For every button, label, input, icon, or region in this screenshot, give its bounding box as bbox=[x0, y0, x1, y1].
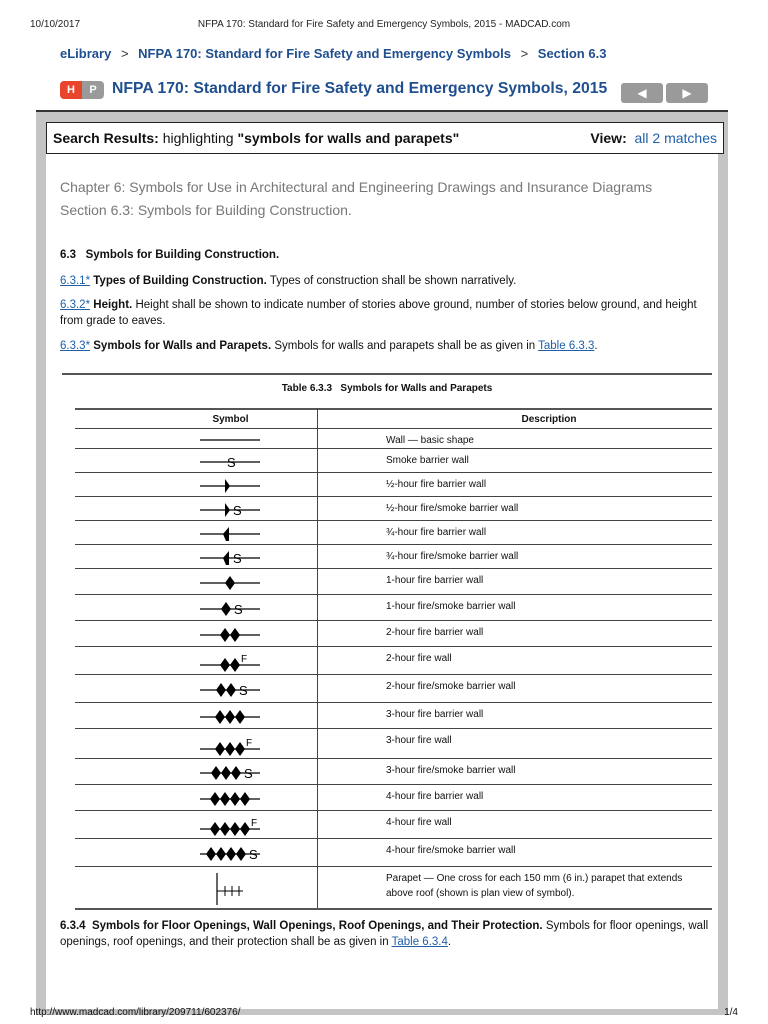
half-hour-mark bbox=[225, 503, 230, 517]
table-row bbox=[75, 428, 712, 448]
row-description: 2-hour fire barrier wall bbox=[386, 627, 484, 638]
table-row bbox=[75, 496, 712, 520]
fire-rating-diamond bbox=[240, 822, 250, 836]
arrow-right-icon: ▶ bbox=[682, 86, 692, 100]
breadcrumb-elibrary[interactable]: eLibrary bbox=[60, 46, 112, 61]
fire-rating-diamond bbox=[230, 628, 240, 642]
wall-symbol-icon bbox=[75, 703, 386, 729]
section-title: Symbols for Walls and Parapets. bbox=[93, 340, 272, 352]
wall-symbol-icon bbox=[75, 429, 386, 449]
table-row bbox=[75, 544, 712, 568]
fire-rating-diamond bbox=[225, 576, 235, 590]
section-text: Symbols for walls and parapets shall be as given in bbox=[271, 340, 539, 352]
table-row bbox=[75, 520, 712, 544]
print-page-title: NFPA 170: Standard for Fire Safety and Emergency Symbols, 2015 - MADCAD.com bbox=[197, 19, 571, 30]
three-quarter-hour-mark bbox=[223, 551, 229, 565]
row-description: ½-hour fire barrier wall bbox=[386, 479, 487, 490]
fire-rating-diamond bbox=[236, 847, 246, 861]
table-row bbox=[75, 728, 712, 758]
document-title: NFPA 170: Standard for Fire Safety and Emergency Symbols, 2015 bbox=[112, 80, 608, 97]
chapter-title: Chapter 6: Symbols for Use in Architectural and Engineering Drawings and Insurance Diagrams bbox=[60, 179, 653, 195]
row-description: 2-hour fire wall bbox=[386, 653, 452, 664]
row-description: ½-hour fire/smoke barrier wall bbox=[386, 503, 519, 514]
table-row bbox=[75, 646, 712, 674]
section-6-3-1 bbox=[60, 273, 710, 289]
fire-rating-diamond bbox=[230, 822, 240, 836]
fire-rating-diamond bbox=[240, 792, 250, 806]
row-description: 3-hour fire/smoke barrier wall bbox=[386, 765, 516, 776]
prev-page-button[interactable] bbox=[621, 83, 663, 103]
table-top-rule bbox=[62, 373, 712, 375]
fire-rating-diamond bbox=[235, 710, 245, 724]
column-divider bbox=[317, 408, 318, 908]
arrow-left-icon: ◀ bbox=[637, 86, 647, 100]
table-row bbox=[75, 472, 712, 496]
fire-rating-diamond bbox=[231, 766, 241, 780]
col-symbol: Symbol bbox=[212, 414, 249, 425]
chapter-heading bbox=[60, 176, 710, 222]
hp-logo bbox=[60, 81, 104, 99]
section-6-3-3 bbox=[60, 338, 710, 354]
section-6-3-4 bbox=[60, 918, 710, 950]
row-description: 4-hour fire barrier wall bbox=[386, 791, 484, 802]
logo-h: H bbox=[60, 81, 82, 99]
row-description: ¾-hour fire/smoke barrier wall bbox=[386, 551, 519, 562]
fire-rating-diamond bbox=[225, 742, 235, 756]
table-6-3-4-link[interactable]: Table 6.3.4 bbox=[391, 936, 448, 948]
fire-rating-diamond bbox=[230, 792, 240, 806]
logo-p: P bbox=[82, 81, 104, 99]
table-row bbox=[75, 448, 712, 472]
smoke-mark: S bbox=[233, 503, 242, 518]
row-description: 2-hour fire/smoke barrier wall bbox=[386, 681, 516, 692]
wall-symbol-icon bbox=[75, 839, 386, 867]
fire-rating-diamond bbox=[226, 847, 236, 861]
row-description: Wall — basic shape bbox=[386, 435, 474, 446]
fire-rating-diamond bbox=[226, 683, 236, 697]
section-6-3-2 bbox=[60, 297, 710, 329]
row-description: Parapet — One cross for each 150 mm (6 in.) parapet that extends above roof (shown is plan view of symbol). bbox=[386, 873, 683, 899]
section-text: Symbols for floor openings, wall openings, roof openings, and their protection shall be as given in bbox=[60, 920, 709, 948]
fire-rating-diamond bbox=[230, 658, 240, 672]
three-quarter-hour-mark bbox=[223, 527, 229, 541]
wall-symbol-icon bbox=[75, 729, 386, 759]
table-row bbox=[75, 620, 712, 646]
half-hour-mark bbox=[225, 479, 230, 493]
fire-rating-diamond bbox=[220, 792, 230, 806]
section-text: . bbox=[594, 340, 598, 352]
table-row bbox=[75, 838, 712, 866]
wall-symbol-icon bbox=[75, 595, 386, 621]
table-row bbox=[75, 568, 712, 594]
section-6-3-3-link[interactable]: 6.3.3* bbox=[60, 340, 91, 352]
fire-rating-diamond bbox=[216, 683, 226, 697]
section-text: Types of construction shall be shown narratively. bbox=[266, 275, 517, 287]
table-row bbox=[75, 594, 712, 620]
fire-rating-diamond bbox=[225, 710, 235, 724]
section-text: Height shall be shown to indicate number of stories above ground, number of stories below ground, and height from grade to eaves. bbox=[60, 299, 697, 327]
fire-rating-diamond bbox=[220, 628, 230, 642]
wall-symbol-icon bbox=[75, 449, 386, 473]
section-title: Section 6.3: Symbols for Building Construction. bbox=[60, 202, 352, 218]
footer-page-number: 1/4 bbox=[724, 1007, 738, 1018]
section-title: Types of Building Construction. bbox=[93, 275, 267, 287]
highlighting-text: highlighting bbox=[162, 130, 234, 146]
fire-rating-diamond bbox=[211, 766, 221, 780]
table-row bbox=[75, 674, 712, 702]
smoke-mark: S bbox=[234, 602, 243, 617]
wall-symbol-icon bbox=[75, 621, 386, 647]
table-6-3-3-link[interactable]: Table 6.3.3 bbox=[538, 340, 595, 352]
table-row bbox=[75, 810, 712, 838]
table-row bbox=[75, 784, 712, 810]
wall-symbol-icon bbox=[75, 759, 386, 785]
section-title: Symbols for Floor Openings, Wall Openings, Roof Openings, and Their Protection. bbox=[91, 920, 543, 932]
table-row bbox=[75, 758, 712, 784]
fire-rating-diamond bbox=[215, 742, 225, 756]
fire-wall-mark: F bbox=[246, 738, 253, 749]
fire-rating-diamond bbox=[216, 847, 226, 861]
breadcrumb-nfpa170[interactable]: NFPA 170: Standard for Fire Safety and Emergency Symbols bbox=[138, 46, 511, 61]
search-results-bar bbox=[46, 122, 724, 154]
search-results-label: Search Results: bbox=[53, 130, 159, 146]
wall-symbol-icon bbox=[75, 497, 386, 521]
table-row bbox=[75, 866, 712, 908]
wall-symbol-icon bbox=[75, 521, 386, 545]
breadcrumb bbox=[60, 46, 660, 61]
wall-symbol-icon bbox=[75, 473, 386, 497]
row-description: 1-hour fire barrier wall bbox=[386, 575, 484, 586]
section-6-3-2-link[interactable]: 6.3.2* bbox=[60, 299, 91, 311]
wall-symbol-icon bbox=[75, 545, 386, 569]
smoke-mark: S bbox=[233, 551, 242, 566]
wall-symbol-icon bbox=[75, 647, 386, 675]
smoke-mark: S bbox=[227, 455, 236, 470]
fire-rating-diamond bbox=[210, 822, 220, 836]
section-number: 6.3.4 bbox=[60, 920, 86, 932]
view-label: View: bbox=[590, 130, 627, 146]
table-caption: Table 6.3.3 Symbols for Walls and Parapets bbox=[281, 383, 493, 394]
fire-wall-mark: F bbox=[251, 818, 258, 829]
row-description: 3-hour fire wall bbox=[386, 735, 452, 746]
row-description: Smoke barrier wall bbox=[386, 455, 469, 466]
fire-wall-mark: F bbox=[241, 654, 248, 665]
all-matches-link[interactable]: all 2 matches bbox=[634, 130, 717, 146]
fire-rating-diamond bbox=[215, 710, 225, 724]
search-query: "symbols for walls and parapets" bbox=[237, 130, 460, 146]
wall-symbol-icon bbox=[75, 811, 386, 839]
table-bottom-rule bbox=[75, 908, 712, 910]
section-title: Height. bbox=[93, 299, 133, 311]
col-description: Description bbox=[521, 414, 577, 425]
fire-rating-diamond bbox=[220, 658, 230, 672]
smoke-mark: S bbox=[239, 683, 248, 698]
table-row bbox=[75, 702, 712, 728]
print-date: 10/10/2017 bbox=[30, 19, 81, 30]
breadcrumb-separator: > bbox=[520, 46, 529, 61]
next-page-button[interactable] bbox=[666, 83, 708, 103]
breadcrumb-separator: > bbox=[120, 46, 129, 61]
smoke-mark: S bbox=[249, 847, 258, 862]
table-header-row bbox=[75, 408, 712, 428]
fire-rating-diamond bbox=[235, 742, 245, 756]
breadcrumb-section[interactable]: Section 6.3 bbox=[537, 46, 607, 61]
wall-symbol-icon bbox=[75, 675, 386, 703]
section-6-3-1-link[interactable]: 6.3.1* bbox=[60, 275, 91, 287]
footer-url: http://www.madcad.com/library/209711/602376/ bbox=[30, 1007, 241, 1018]
fire-rating-diamond bbox=[221, 766, 231, 780]
section-text: . bbox=[447, 936, 452, 948]
fire-rating-diamond bbox=[220, 822, 230, 836]
fire-rating-diamond bbox=[210, 792, 220, 806]
row-description: 4-hour fire/smoke barrier wall bbox=[386, 845, 516, 856]
fire-rating-diamond bbox=[221, 602, 231, 616]
row-description: 3-hour fire barrier wall bbox=[386, 709, 484, 720]
row-description: 4-hour fire wall bbox=[386, 817, 452, 828]
section-6-3-heading: 6.3 Symbols for Building Construction. bbox=[60, 249, 280, 261]
wall-symbol-icon bbox=[75, 785, 386, 811]
smoke-mark: S bbox=[244, 766, 253, 781]
wall-symbol-icon bbox=[75, 867, 386, 909]
row-description: ¾-hour fire barrier wall bbox=[386, 527, 487, 538]
row-description: 1-hour fire/smoke barrier wall bbox=[386, 601, 516, 612]
wall-symbol-icon bbox=[75, 569, 386, 595]
fire-rating-diamond bbox=[206, 847, 216, 861]
